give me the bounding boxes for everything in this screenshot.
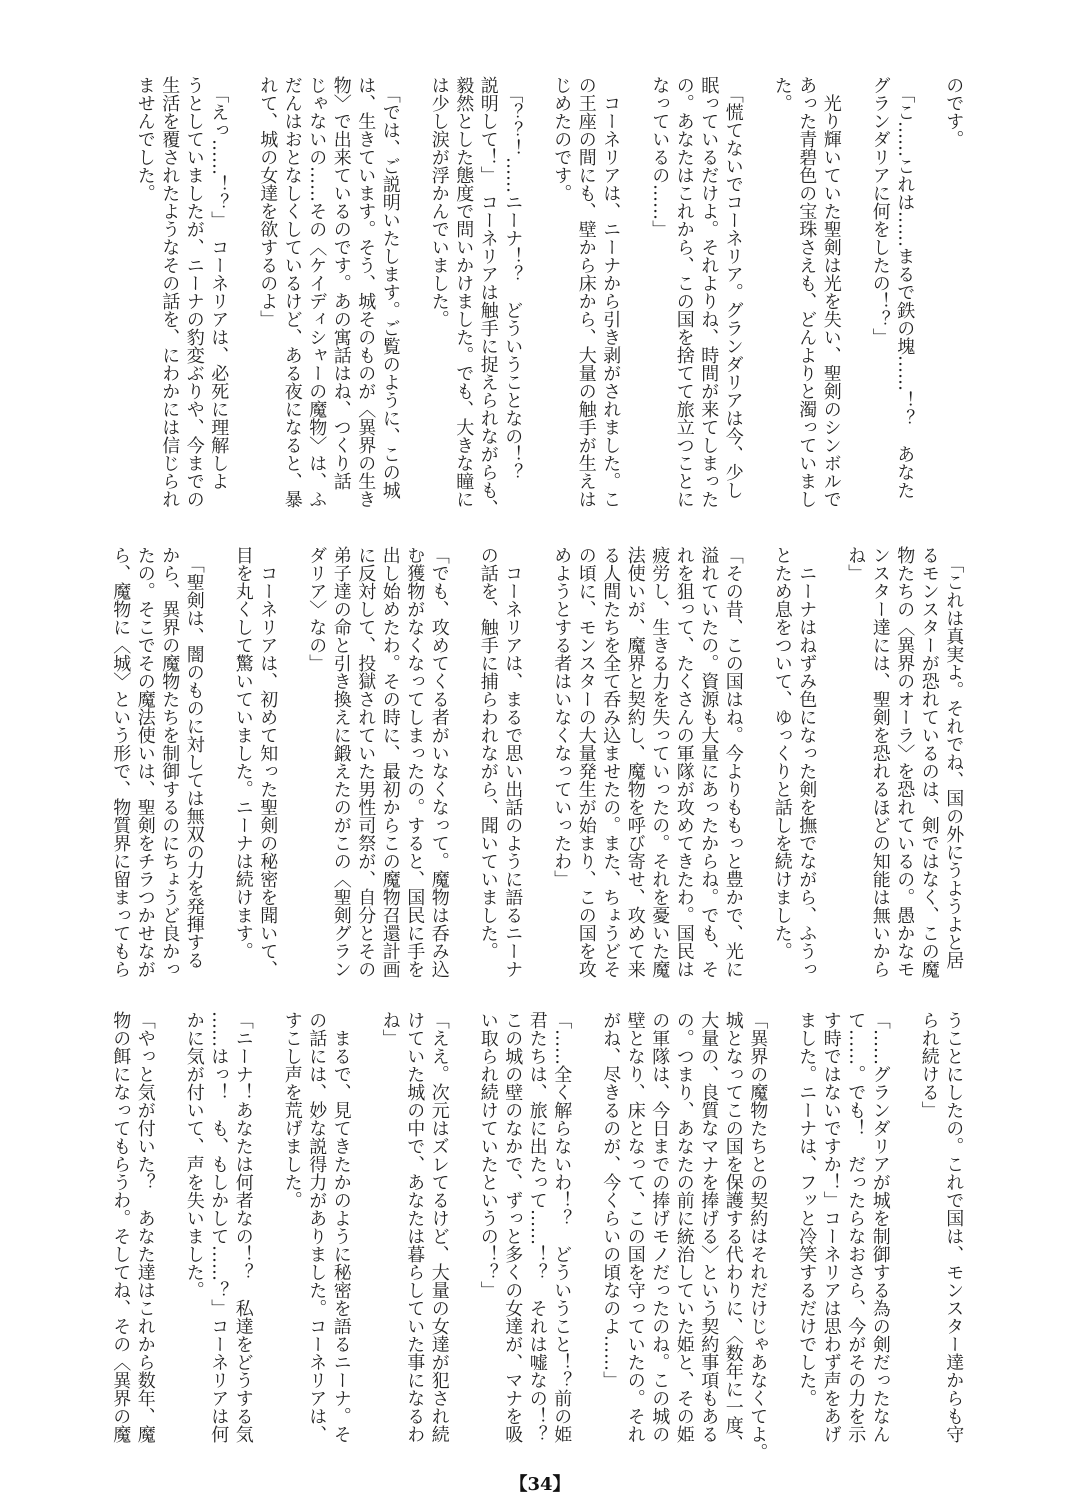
- text-column: 弟子達の命と引き換えに鍛えたのがこの〈聖剣グラン: [330, 546, 352, 978]
- text-column: 「？？！……ニーナ！？ どういうことなの！？: [502, 76, 524, 481]
- text-column: 目を丸くして驚いていました。ニーナは続けます。: [232, 546, 254, 960]
- text-column: [622, 76, 647, 516]
- text-column: れを狙って、たくさんの軍隊が攻めてきたわ。国民は: [673, 546, 695, 978]
- text-column: るモンスターが恐れているのは、剣ではなく、この魔: [918, 546, 940, 978]
- text-column: ね」: [379, 1011, 401, 1047]
- text-column: 君たちは、旅に出たって……！？ それは嘘なの！？: [526, 1011, 548, 1443]
- text-column: まるで、見てきたかのように秘密を語るニーナ。そ: [330, 1011, 352, 1443]
- text-column: [206, 546, 231, 986]
- text-column: [745, 76, 770, 516]
- text-column: の。つまり、あなたの前に統治していた姫と、その姫: [673, 1011, 695, 1443]
- text-column: 「異界の魔物たちとの契約はそれだけじゃあなくてよ。: [747, 1011, 769, 1461]
- text-column: かに気が付いて、声を失いました。: [183, 1011, 205, 1299]
- text-column: 「慌てないでコーネリア。グランダリアは今、少し: [722, 76, 744, 499]
- text-column: の軍隊は、今日までの捧げモノだったのね。この城の: [649, 1011, 671, 1443]
- text-column: に反対して、投獄されていた男性司祭が、自分とその: [355, 546, 377, 978]
- text-column: 「……グランダリアが城を制御する為の剣だったなん: [869, 1011, 891, 1443]
- text-column: グランダリアに何をしたの！？」: [869, 76, 891, 346]
- text-column: ました。ニーナは、フッと冷笑するだけでした。: [796, 1011, 818, 1407]
- text-column: の話には、妙な説得力がありました。コーネリアは、: [306, 1011, 328, 1443]
- text-column: コーネリアは、初めて知った聖剣の秘密を聞いて、: [257, 546, 279, 978]
- text-column: じゃないの……その〈ケイディシャーの魔物〉は、ふ: [306, 76, 328, 508]
- text-column: 溢れていたの。資源も大量にあったからね。でも、そ: [698, 546, 720, 978]
- text-column: [573, 1011, 598, 1451]
- text-column: 物の餌になってもらうわ。そしてね、その〈異界の魔: [110, 1011, 132, 1443]
- text-column: 「でも、攻めてくる者がいなくなって。魔物は呑み込: [428, 546, 450, 978]
- text-column: 「やっと気が付いた？ あなた達はこれから数年、魔: [134, 1011, 156, 1443]
- text-column: コーネリアは、ニーナから引き剥がされました。こ: [600, 76, 622, 508]
- text-tier-bottom: [0, 1011, 1080, 1461]
- text-column: がね、尽きるのが、今くらいの頃なのよ……」: [600, 1011, 622, 1389]
- text-column: 光り輝いていた聖剣は光を失い、聖剣のシンボルで: [820, 76, 842, 508]
- text-column: 「えっ……！？」 コーネリアは、必死に理解しよ: [208, 76, 230, 490]
- text-column: 法使いが、魔界と契約し、魔物を呼び寄せ、攻めて来: [624, 546, 646, 978]
- text-column: なっているの……」: [649, 76, 671, 238]
- text-column: 毅然とした態度で問いかけました。でも、大きな瞳に: [453, 76, 475, 508]
- text-column: 物たちの〈異界のオーラ〉を恐れているの。愚かなモ: [894, 546, 916, 978]
- text-column: [843, 76, 868, 516]
- text-column: [892, 1011, 917, 1451]
- text-column: 「聖剣は、闇のものに対しては無双の力を発揮する: [183, 546, 205, 969]
- text-column: [157, 1011, 182, 1451]
- text-tier-top: [0, 76, 1080, 516]
- text-column: けていた城の中で、あなたは暮らしていた事になるわ: [404, 1011, 426, 1443]
- text-column: 「これは真実よ。それでね、国の外にうようよと居: [943, 546, 965, 969]
- text-column: す時ではないですか！」コーネリアは思わず声をあげ: [820, 1011, 842, 1443]
- text-column: たの。そこでその魔法使いは、聖剣をチラつかせなが: [134, 546, 156, 978]
- text-column: [451, 1011, 476, 1451]
- text-column: この城の壁のなかで、ずっと多くの女達が、マナを吸: [502, 1011, 524, 1443]
- text-column: ンスター達には、聖剣を恐れるほどの知能は無いから: [869, 546, 891, 978]
- text-column: ら、魔物に〈城〉という形で、物質界に留まってもら: [110, 546, 132, 978]
- text-column: た。: [771, 76, 793, 112]
- text-column: [279, 546, 304, 986]
- text-column: 物〉で出来ているのです。あの寓話はね、つくり話: [330, 76, 352, 490]
- text-column: ダリア〉なの」: [306, 546, 328, 672]
- text-column: だんはおとなしくしているけど、ある夜になると、暴: [281, 76, 303, 508]
- text-column: られ続ける」: [918, 1011, 940, 1119]
- text-column: い取られ続けていたというの！？」: [477, 1011, 499, 1299]
- text-column: 疲労し、生きる力を失っていったの。それを憂いた魔: [649, 546, 671, 978]
- text-column: [402, 76, 427, 516]
- text-column: うことにしたの。これで国は、モンスター達からも守: [943, 1011, 965, 1443]
- text-column: 出し始めたわ。その時に、最初からこの魔物召還計画: [379, 546, 401, 978]
- text-column: の王座の間にも、壁から床から、大量の触手が生えは: [575, 76, 597, 508]
- text-column: ニーナはねずみ色になった剣を撫でながら、ふうっ: [796, 546, 818, 978]
- text-column: 眠っているだけよ。それよりね、時間が来てしまった: [698, 76, 720, 508]
- text-column: ませんでした。: [134, 76, 156, 202]
- text-column: [230, 76, 255, 516]
- text-column: る人間たちを全て呑み込ませたの。また、ちょうどそ: [600, 546, 622, 978]
- text-column: ね」: [845, 546, 867, 582]
- text-column: ……はっ！ も、もしかして……？」コーネリアは何: [208, 1011, 230, 1443]
- text-column: 説明して！」 コーネリアは触手に捉えられながらも、: [477, 76, 499, 517]
- text-column: コーネリアは、まるで思い出話のように語るニーナ: [502, 546, 524, 978]
- text-column: のです。: [943, 76, 965, 148]
- text-column: めようとする者はいなくなっていったわ」: [551, 546, 573, 888]
- text-column: [769, 1011, 794, 1451]
- text-column: 壁となり、床となって、この国を守っていたの。それ: [624, 1011, 646, 1443]
- text-column: 生活を覆されたようなその話を、にわかには信じられ: [159, 76, 181, 508]
- text-column: とため息をついて、ゆっくりと話しを続けました。: [771, 546, 793, 960]
- text-column: うとしていましたが、ニーナの豹変ぶりや、今までの: [183, 76, 205, 508]
- text-column: から、異界の魔物たちを制御するのにちょうど良かっ: [159, 546, 181, 978]
- text-column: れて、城の女達を欲するのよ」: [257, 76, 279, 328]
- text-column: [818, 546, 843, 986]
- text-column: 大量の、良質なマナを捧げる〉という契約事項もある: [698, 1011, 720, 1443]
- text-column: [524, 546, 549, 986]
- text-column: は、生きています。そう、城そのものが〈異界の生き: [355, 76, 377, 508]
- text-column: 「ニーナ！あなたは何者なの！？ 私達をどうする気: [232, 1011, 254, 1443]
- text-column: 「その昔、この国はね。今よりももっと豊かで、光に: [722, 546, 744, 978]
- text-column: の。あなたはこれから、この国を捨てて旅立つことに: [673, 76, 695, 508]
- text-column: [451, 546, 476, 986]
- page-number: 【34】: [509, 1474, 571, 1495]
- text-column: [255, 1011, 280, 1451]
- text-column: [916, 76, 941, 516]
- text-column: 「こ……これは……まるで鉄の塊……！？ あなた: [894, 76, 916, 499]
- text-column: 「ええ。次元はズレてるけど、大量の女達が犯され続: [428, 1011, 450, 1443]
- text-column: 「……全く解らないわ！？ どういうこと！？前の姫: [551, 1011, 573, 1443]
- text-column: [524, 76, 549, 516]
- text-column: [745, 546, 770, 986]
- text-column: あった青碧色の宝珠さえも、どんよりと濁っていまし: [796, 76, 818, 508]
- text-column: すこし声を荒げました。: [281, 1011, 303, 1209]
- text-column: て……。でも！ だったらなおさら、今がその力を示: [845, 1011, 867, 1443]
- text-column: の頃に、モンスターの大量発生が始まり、この国を攻: [575, 546, 597, 978]
- text-column: む獲物がなくなってしまったの。すると、国民に手を: [404, 546, 426, 978]
- text-column: の話を、触手に捕らわれながら、聞いていました。: [477, 546, 499, 960]
- text-column: じめたのです。: [551, 76, 573, 202]
- text-tier-middle: [0, 546, 1080, 986]
- text-column: は少し涙が浮かんでいました。: [428, 76, 450, 328]
- text-column: [353, 1011, 378, 1451]
- text-column: 「では、ご説明いたします。ご覧のように、この城: [379, 76, 401, 499]
- text-column: 城となってこの国を保護する代わりに、〈数年に一度、: [722, 1011, 744, 1452]
